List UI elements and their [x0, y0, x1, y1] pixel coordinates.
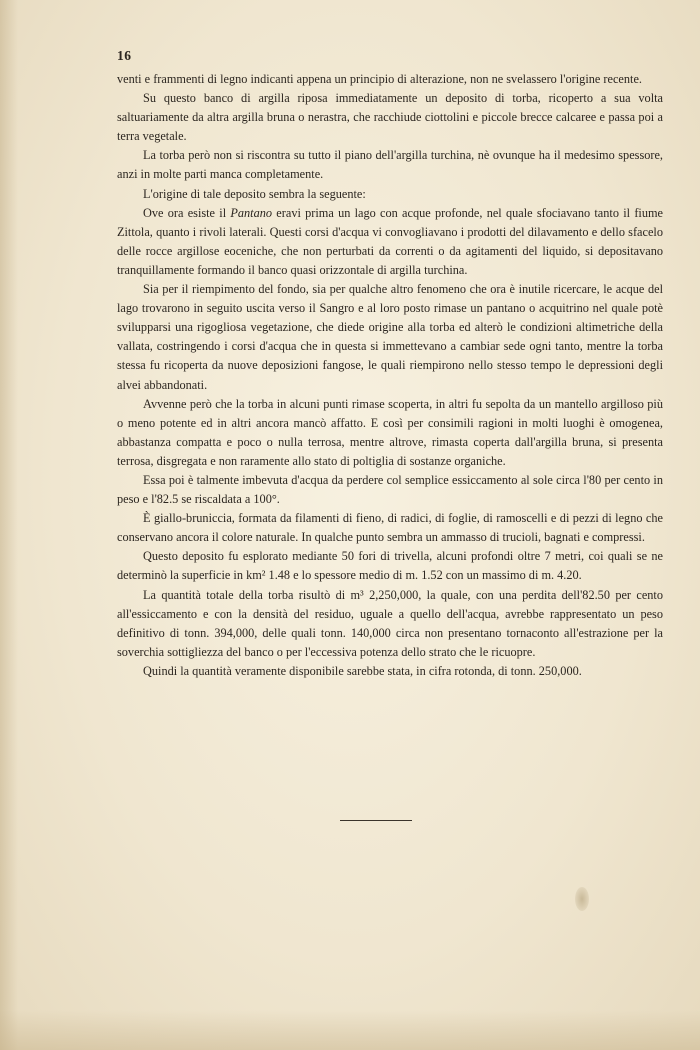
paragraph: Su questo banco di argilla riposa immediatamente un deposito di torba, ricoperto a sua volta saltuariamente da altra argilla bruna o nerastra, che racchiude ciottolini e piccole brecce calcaree e passa poi a terra vegetale.: [117, 91, 663, 144]
paragraph: La torba però non si riscontra su tutto il piano dell'argilla turchina, nè ovunque ha il medesimo spessore, anzi in molte parti manca completamente.: [117, 148, 663, 182]
paragraph: Avvenne però che la torba in alcuni punti rimase scoperta, in altri fu sepolta da un mantello argilloso più o meno potente ed in altri ancora mancò affatto. E così per consimili ragioni in molti luoghi è omogenea, abbastanza compatta e poco o nulla terrosa, mentre altrove, rimasta coperta dall'argilla bruna, si presenta terrosa, disgregata e non raramente allo stato di poltiglia di sostanze organiche.: [117, 396, 663, 468]
paragraph: Essa poi è talmente imbevuta d'acqua da perdere col semplice essiccamento al sole circa l'80 per cento in peso e l'82.5 se riscaldata a 100°.: [117, 472, 663, 507]
paragraph: Sia per il riempimento del fondo, sia per qualche altro fenomeno che ora è inutile ricercare, le acque del lago trovarono in seguito uscita verso il Sangro e al loro posto rimase un pantano o acquitrino nel quale potè svilupparsi una rigogliosa vegetazione, che diede origine alla torba ed alterò le condizioni altimetriche della vallata, costringendo i corsi d'acqua che in questa si immettevano a cambiar sede ogni tanto, mentre la torba stessa fu ricoperta da nuove deposizioni fangose, le quali riempirono nello stesso tempo le depressioni degli alvei abbandonati.: [117, 282, 663, 392]
page-edge-shadow: [0, 0, 18, 1050]
section-end-rule: [340, 820, 412, 821]
paragraph: È giallo-bruniccia, formata da filamenti di fieno, di radici, di foglie, di ramoscelli e di pezzi di legno che conservano ancora il colore naturale. In qualche punto sembra un ammasso di trucioli, bagnati e compressi.: [117, 511, 663, 545]
paragraph-text: eravi prima un lago con acque profonde, nel quale sfociavano tanto il fiume Zittola, quanto i rivoli laterali. Questi corsi d'acqua vi convogliavano i prodotti del dilavamento e dello sfacelo delle rocce argillose eoceniche, che non perturbati da correnti o da agitamenti del liquido, si depositavano tranquillamente formando il banco quasi orizzontale di argilla turchina.: [117, 205, 664, 277]
paragraph: venti e frammenti di legno indicanti appena un principio di alterazione, non ne svelassero l'origine recente.: [117, 72, 642, 86]
body-text: [117, 70, 663, 681]
page-number: 16: [117, 48, 132, 63]
paragraph: Questo deposito fu esplorato mediante 50 fori di trivella, alcuni profondi oltre 7 metri, coi quali se ne determinò la superficie in km² 1.48 e lo spessore medio di m. 1.52 con un massimo di m. 4.20.: [117, 549, 663, 583]
paragraph: [117, 204, 663, 280]
paragraph: La quantità totale della torba risultò di m³ 2,250,000, la quale, con una perdita dell'82.50 per cento all'essiccamento e con la densità del residuo, uguale a quello dell'acqua, avrebbe rappresentato un peso definitivo di tonn. 394,000, delle quali tonn. 140,000 circa non presentano tornaconto all'estrazione per la soverchia sottigliezza del banco o per l'eccessiva potenza dello strato che le ricuopre.: [117, 587, 663, 659]
paragraph-text: Ove ora esiste il: [143, 205, 231, 220]
paper-stain: [575, 887, 589, 911]
page-bottom-wear: [0, 1010, 700, 1050]
paragraph: Quindi la quantità veramente disponibile sarebbe stata, in cifra rotonda, di tonn. 250,000.: [143, 663, 582, 678]
place-name-italic: Pantano: [230, 205, 273, 220]
paragraph: L'origine di tale deposito sembra la seguente:: [143, 186, 366, 201]
